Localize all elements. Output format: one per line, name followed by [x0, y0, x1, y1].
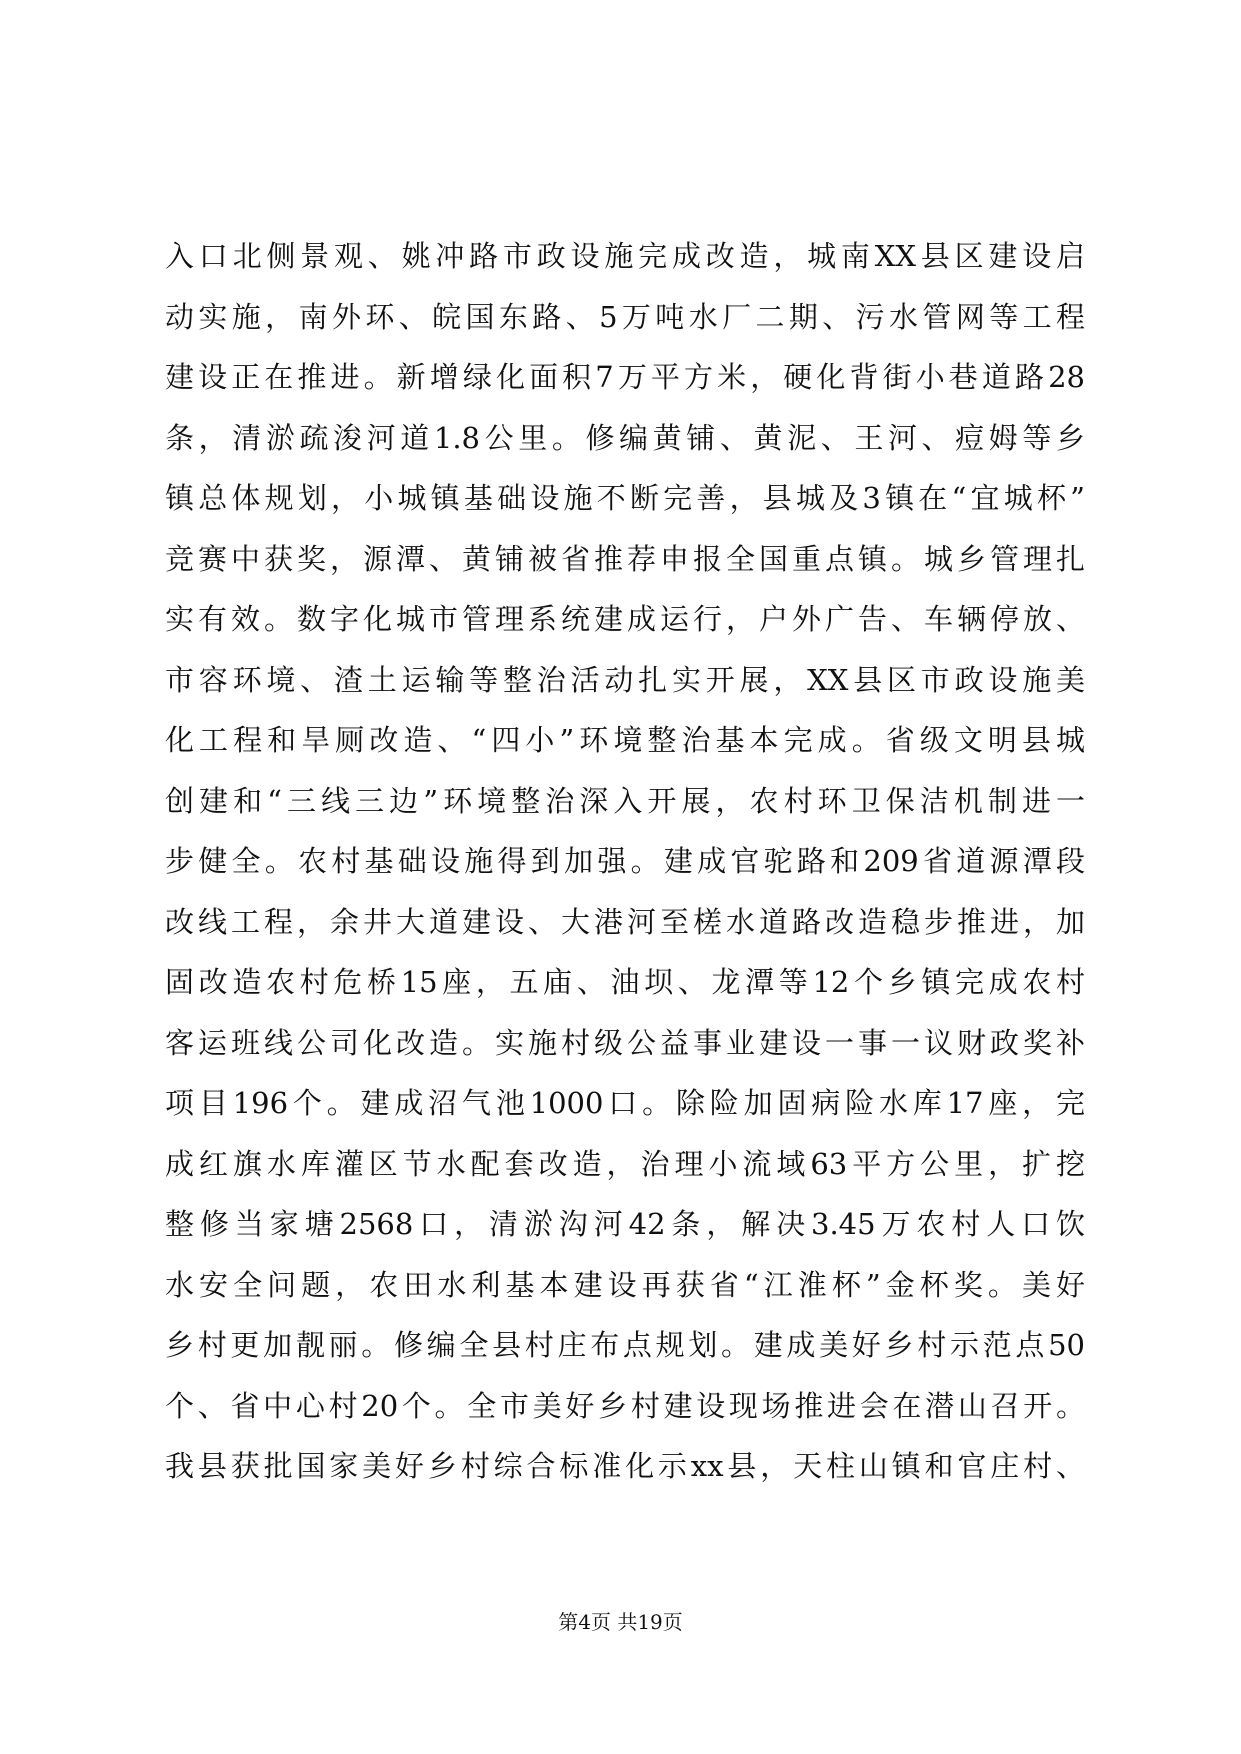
text-line: 竞赛中获奖，源潭、黄铺被省推荐申报全国重点镇。城乡管理扎: [165, 541, 1085, 576]
text-line: 项目196个。建成沼气池1000口。除险加固病险水库17座，完: [165, 1086, 1085, 1120]
text-line: 市容环境、渣土运输等整治活动扎实开展，XX县区市政设施美: [165, 662, 1085, 697]
text-line: 创建和“三线三边”环境整治深入开展，农村环卫保洁机制进一: [165, 783, 1085, 818]
text-line: 水安全问题，农田水利基本建设再获省“江淮杯”金杯奖。美好: [165, 1267, 1085, 1302]
text-line: 条，清淤疏浚河道1.8公里。修编黄铺、黄泥、王河、痘姆等乡: [165, 420, 1085, 455]
body-text: [165, 226, 1085, 1497]
text-line: 成红旗水库灌区节水配套改造，治理小流域63平方公里，扩挖: [165, 1146, 1085, 1181]
text-line: 化工程和旱厕改造、“四小”环境整治基本完成。省级文明县城: [165, 723, 1085, 757]
text-line: 入口北侧景观、姚冲路市政设施完成改造，城南XX县区建设启: [165, 239, 1085, 273]
text-line: 动实施，南外环、皖国东路、5万吨水厂二期、污水管网等工程: [165, 299, 1085, 334]
text-line: 我县获批国家美好乡村综合标准化示xx县，天柱山镇和官庄村、: [165, 1449, 1085, 1483]
text-line: 整修当家塘2568口，清淤沟河42条，解决3.45万农村人口饮: [165, 1207, 1085, 1241]
text-line: 客运班线公司化改造。实施村级公益事业建设一事一议财政奖补: [165, 1025, 1085, 1060]
text-line: 建设正在推进。新增绿化面积7万平方米，硬化背街小巷道路28: [165, 360, 1085, 394]
page-number-footer: 第4页 共19页: [558, 1610, 683, 1634]
text-line: 实有效。数字化城市管理系统建成运行，户外广告、车辆停放、: [165, 602, 1085, 636]
text-line: 改线工程，余井大道建设、大港河至槎水道路改造稳步推进，加: [165, 904, 1085, 939]
text-line: 镇总体规划，小城镇基础设施不断完善，县城及3镇在“宜城杯”: [165, 481, 1085, 515]
text-line: 乡村更加靓丽。修编全县村庄布点规划。建成美好乡村示范点50: [165, 1328, 1085, 1362]
text-line: 步健全。农村基础设施得到加强。建成官驼路和209省道源潭段: [165, 844, 1085, 878]
text-line: 个、省中心村20个。全市美好乡村建设现场推进会在潜山召开。: [165, 1388, 1085, 1423]
text-line: 固改造农村危桥15座，五庙、油坝、龙潭等12个乡镇完成农村: [165, 965, 1085, 999]
